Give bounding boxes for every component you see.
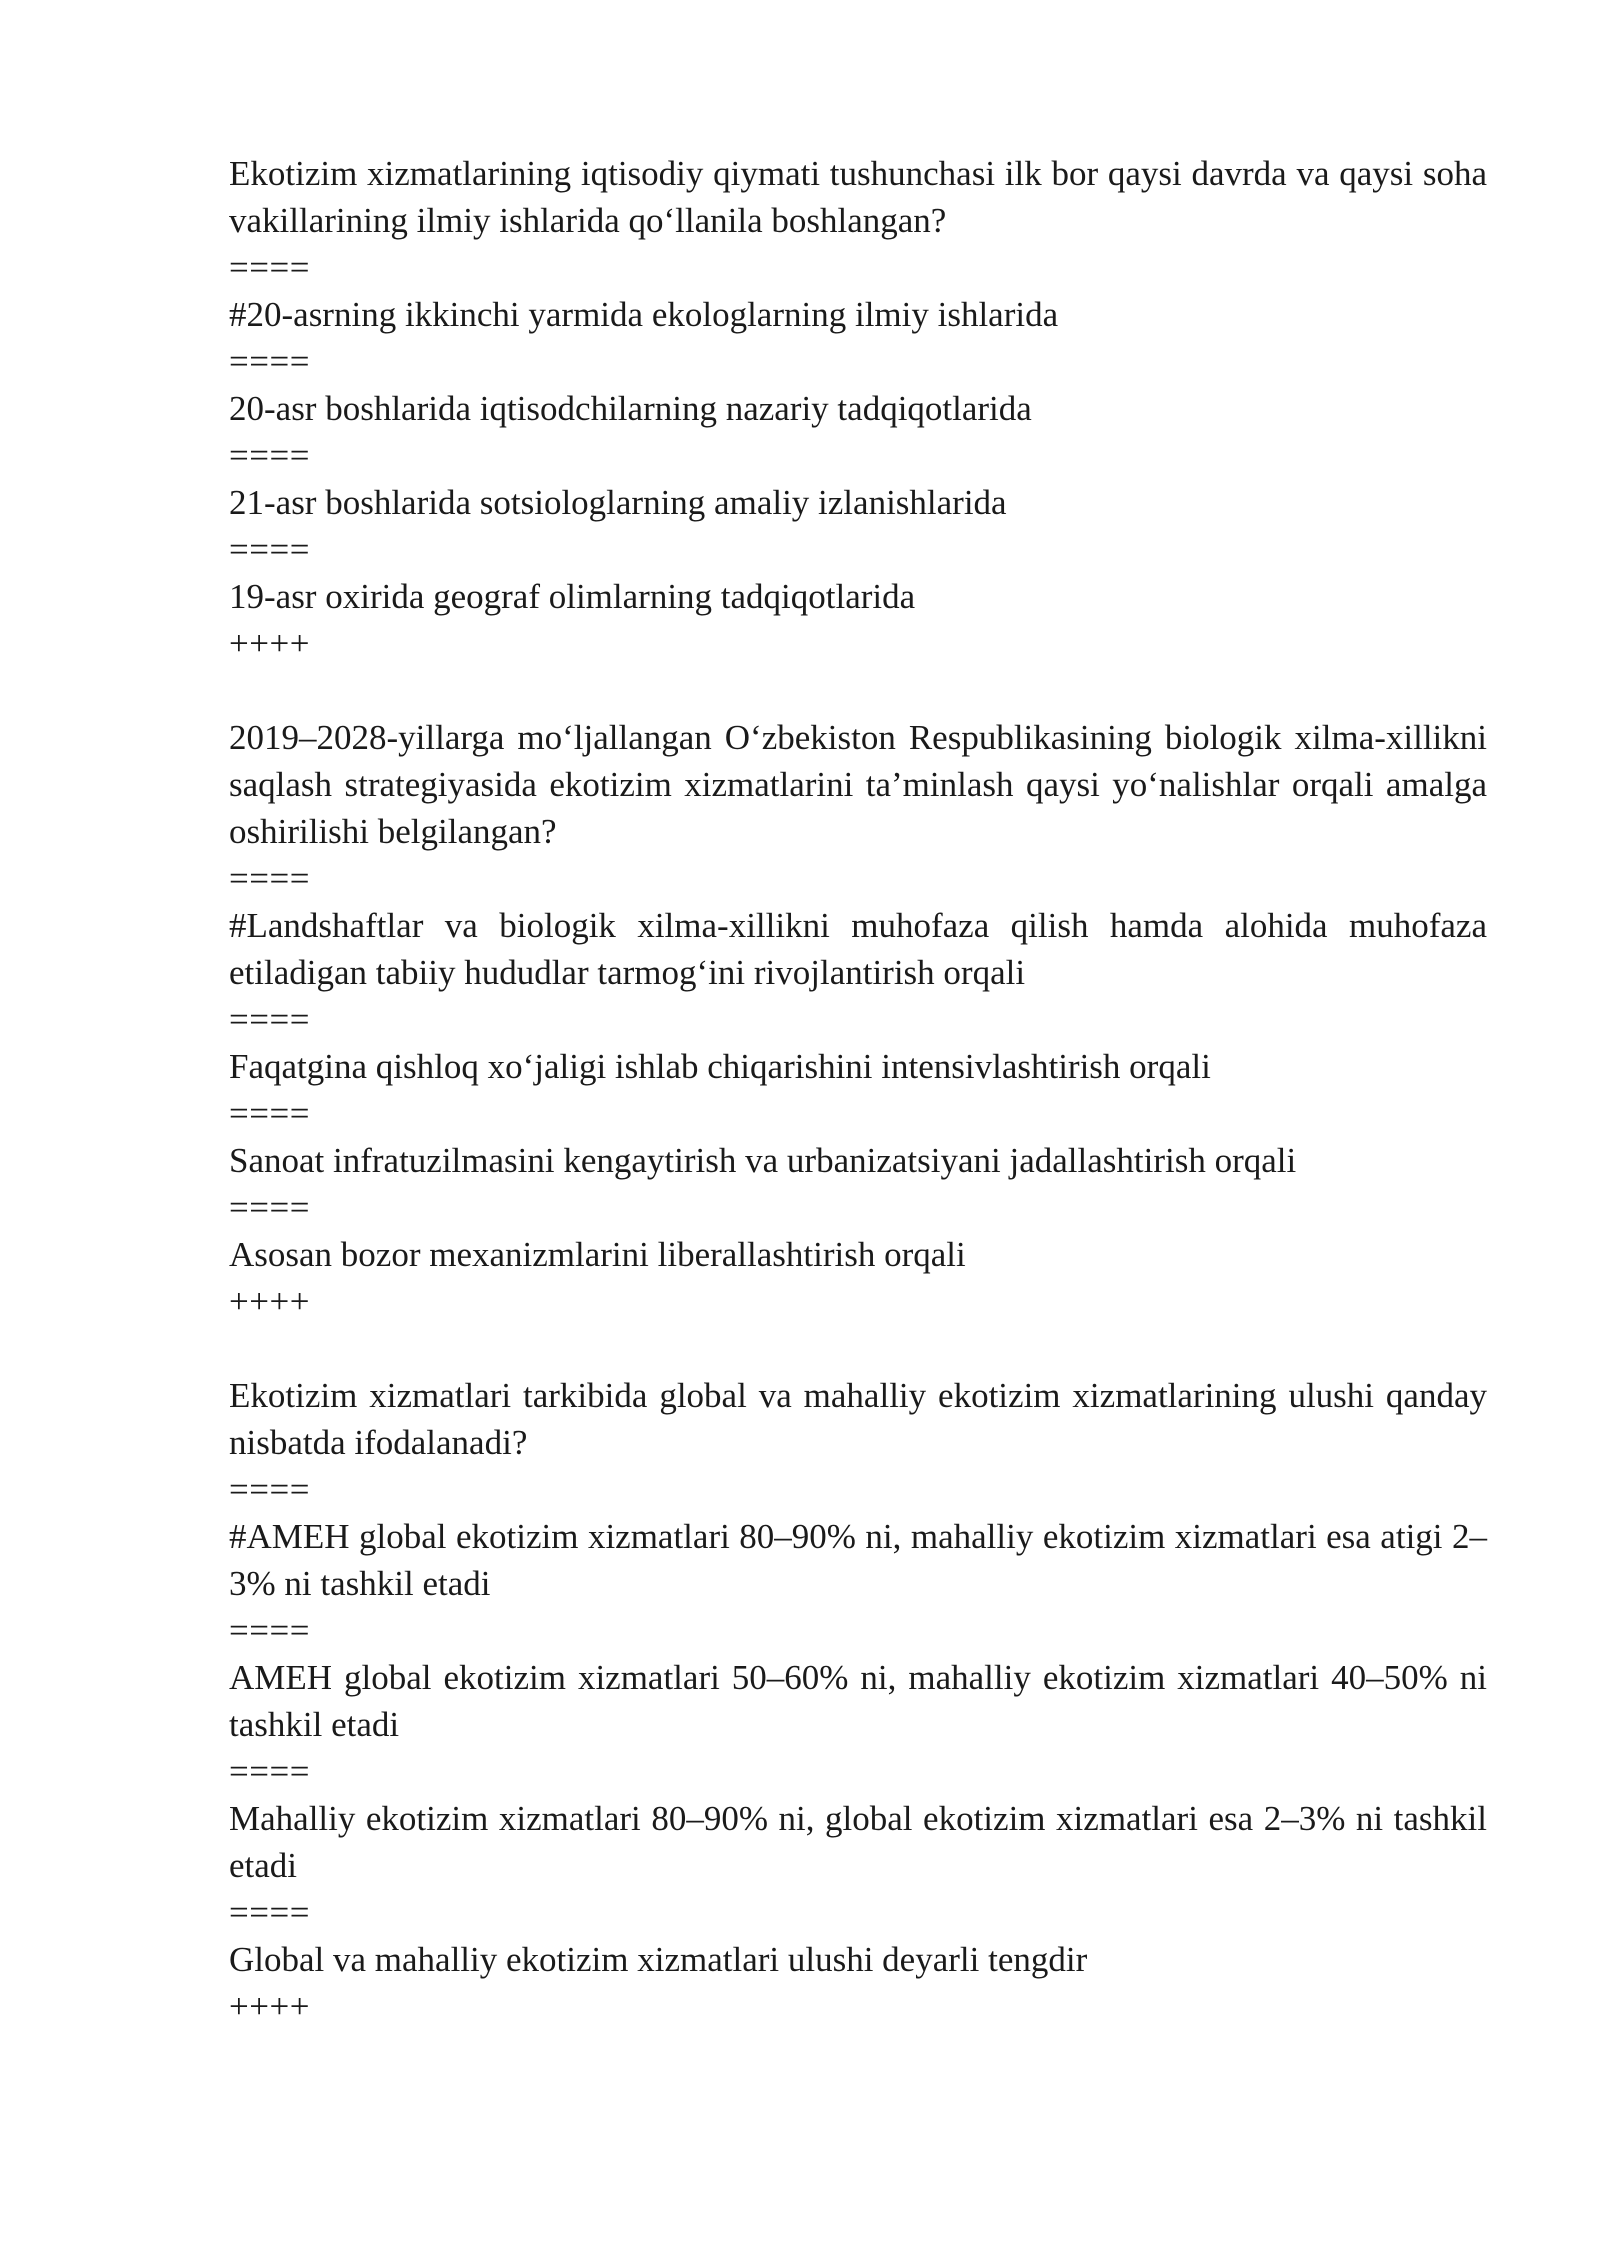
question-text: 2019–2028-yillarga mo‘ljallangan O‘zbekiston Respublikasining biologik xilma-xillikni saqlash strategiyasida ekotizim xizmatlarini ta’minlash qaysi yo‘nalishlar orqali amalga oshirilishi belgilangan? [229, 718, 1487, 851]
question-end-marker: ++++ [229, 624, 310, 663]
answer-option-correct: #Landshaftlar va biologik xilma-xillikni muhofaza qilish hamda alohida muhofaza etiladigan tabiiy hududlar tarmog‘ini rivojlantirish orqali [229, 906, 1487, 992]
question-block-2 [229, 714, 1487, 1325]
answer-separator: ==== [229, 1094, 310, 1133]
answer-separator: ==== [229, 859, 310, 898]
question-text: Ekotizim xizmatlari tarkibida global va mahalliy ekotizim xizmatlarining ulushi qanday nisbatda ifodalanadi? [229, 1376, 1487, 1462]
document-body [229, 150, 1487, 2030]
answer-option: Mahalliy ekotizim xizmatlari 80–90% ni, global ekotizim xizmatlari esa 2–3% ni tashkil etadi [229, 1799, 1487, 1885]
answer-option: Global va mahalliy ekotizim xizmatlari ulushi deyarli tengdir [229, 1940, 1088, 1979]
answer-separator: ==== [229, 1752, 310, 1791]
answer-separator: ==== [229, 1000, 310, 1039]
answer-separator: ==== [229, 1470, 310, 1509]
answer-separator: ==== [229, 248, 310, 287]
answer-option: 19-asr oxirida geograf olimlarning tadqiqotlarida [229, 577, 916, 616]
answer-option: Sanoat infratuzilmasini kengaytirish va urbanizatsiyani jadallashtirish orqali [229, 1141, 1297, 1180]
question-text: Ekotizim xizmatlarining iqtisodiy qiymati tushunchasi ilk bor qaysi davrda va qaysi soha vakillarining ilmiy ishlarida qo‘llanila boshlangan? [229, 154, 1487, 240]
answer-separator: ==== [229, 1893, 310, 1932]
answer-option-correct: #20-asrning ikkinchi yarmida ekologlarning ilmiy ishlarida [229, 295, 1059, 334]
answer-option: AMEH global ekotizim xizmatlari 50–60% ni, mahalliy ekotizim xizmatlari 40–50% ni tashkil etadi [229, 1658, 1487, 1744]
answer-option: Asosan bozor mexanizmlarini liberallashtirish orqali [229, 1235, 966, 1274]
answer-separator: ==== [229, 530, 310, 569]
answer-separator: ==== [229, 1188, 310, 1227]
answer-option-correct: #AMEH global ekotizim xizmatlari 80–90% ni, mahalliy ekotizim xizmatlari esa atigi 2–3% ni tashkil etadi [229, 1517, 1487, 1603]
answer-separator: ==== [229, 1611, 310, 1650]
answer-option: Faqatgina qishloq xo‘jaligi ishlab chiqarishini intensivlashtirish orqali [229, 1047, 1211, 1086]
answer-separator: ==== [229, 436, 310, 475]
question-block-1 [229, 150, 1487, 667]
answer-option: 20-asr boshlarida iqtisodchilarning nazariy tadqiqotlarida [229, 389, 1032, 428]
question-end-marker: ++++ [229, 1282, 310, 1321]
question-block-3 [229, 1372, 1487, 2030]
answer-separator: ==== [229, 342, 310, 381]
question-end-marker: ++++ [229, 1987, 310, 2026]
answer-option: 21-asr boshlarida sotsiologlarning amaliy izlanishlarida [229, 483, 1007, 522]
